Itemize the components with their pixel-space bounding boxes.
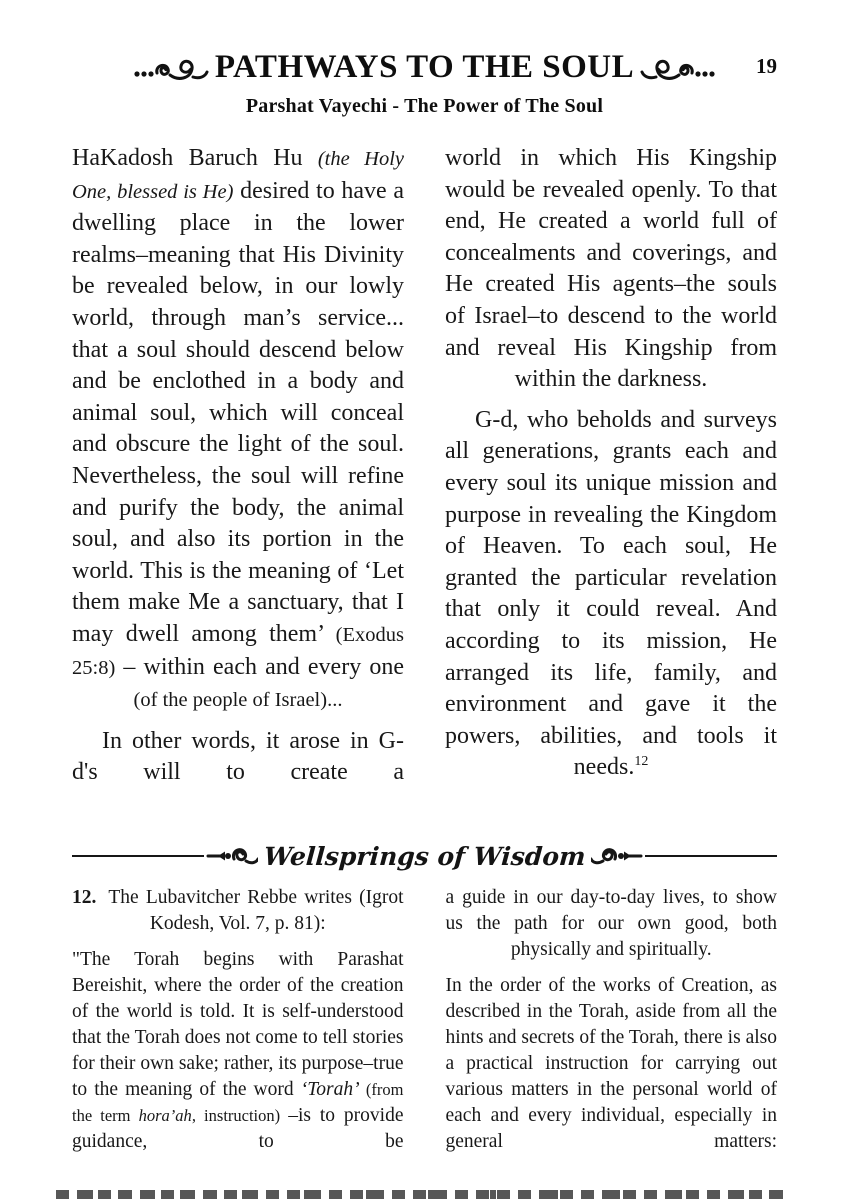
paragraph (72, 726, 404, 789)
header-flourish-left-icon (133, 51, 209, 83)
divider-rule-left (72, 855, 204, 857)
text-run: "The Torah begins with Parashat Bereishit, where the order of the creation of the world is told. It is self-understood that the Torah does not come to tell stories for their own sake; rather, its purpose–true to the meaning of the word (72, 949, 404, 1100)
divider-flourish-left-icon (206, 843, 258, 869)
text-run: a guide in our day-to-day lives, to show us the path for our own good, both physically and spiritually. (445, 887, 777, 960)
page-subtitle: Parshat Vayechi - The Power of The Soul (245, 95, 604, 117)
text-run: desired to have a dwelling place in the lower realms–meaning that His Divinity be revealed below, in our lowly world, through man’s service... that a soul should descend below and be enclothed in a body and animal soul, which will conceal and obscure the light of the soul. Nevertheless, the soul will refine and purify the body, the animal soul, and also its portion in the world. This is the meaning of ‘Let them make Me a sanctuary, that I may dwell among them’ (72, 177, 404, 647)
text-run: (of the people of Israel)... (133, 689, 343, 712)
footnote-paragraph (72, 885, 404, 937)
footnote-paragraph (446, 885, 778, 963)
text-run: hora’ah (138, 1106, 192, 1125)
right-column (445, 143, 777, 823)
text-run: (from the term (72, 1080, 404, 1125)
text-run: ‘Torah’ (300, 1079, 360, 1100)
footnote-left-column (72, 885, 404, 1155)
footnote-paragraph (72, 947, 404, 1155)
paragraph (445, 405, 777, 784)
text-run: HaKadosh Baruch Hu (72, 145, 318, 171)
header-flourish-right-icon (640, 51, 716, 83)
footnote-reference: 12 (634, 754, 649, 770)
text-run: (the Holy One, blessed is He) (72, 148, 404, 203)
text-run: (Exodus 25:8) (72, 623, 404, 679)
page-number: 19 (756, 54, 777, 78)
text-run: In other words, it arose in G-d's will to create a (72, 727, 404, 786)
page-title: PATHWAYS TO THE SOUL (214, 48, 635, 85)
text-run: G-d, who beholds and surveys all generations, grants each and every soul its unique mission and purpose in revealing the Kingdom of Heaven. To each soul, He granted the particular revelation that only it could reveal. And according to its mission, He arranged its life, family, and environment and gave it the powers, abilities, and tools it needs. (445, 406, 777, 781)
paragraph (445, 143, 777, 396)
cutoff-text-row (56, 1190, 791, 1199)
footnotes-section (72, 885, 777, 1155)
divider-title: Wellsprings of Wisdom (262, 841, 587, 871)
text-run: world in which His Kingship would be revealed openly. To that end, He created a world full of concealments and coverings, and He created His agents–the souls of Israel–to descend to the world and reveal His Kingship from within the darkness. (445, 145, 777, 393)
text-run: The Lubavitcher Rebbe writes (Igrot Kodesh, Vol. 7, p. 81): (108, 887, 404, 934)
main-body (72, 143, 777, 823)
text-run: –is to provide guidance, to be (72, 1105, 404, 1152)
footnote-right-column (446, 885, 778, 1155)
left-column (72, 143, 404, 823)
text-run: In the order of the works of Creation, as described in the Torah, aside from all the hints and secrets of the Torah, there is also a practical instruction for carrying out various matters in the personal world of each and every individual, especially in general matters: (445, 975, 777, 1152)
text-run: , instruction) (191, 1106, 289, 1125)
footnote-paragraph (446, 973, 778, 1155)
text-run: – within each and every one (115, 653, 404, 680)
divider-rule-right (645, 855, 777, 857)
divider-flourish-right-icon (591, 843, 643, 869)
section-divider (72, 839, 777, 873)
page-header (72, 44, 777, 90)
paragraph (72, 143, 404, 717)
footnote-number: 12. (72, 887, 97, 908)
